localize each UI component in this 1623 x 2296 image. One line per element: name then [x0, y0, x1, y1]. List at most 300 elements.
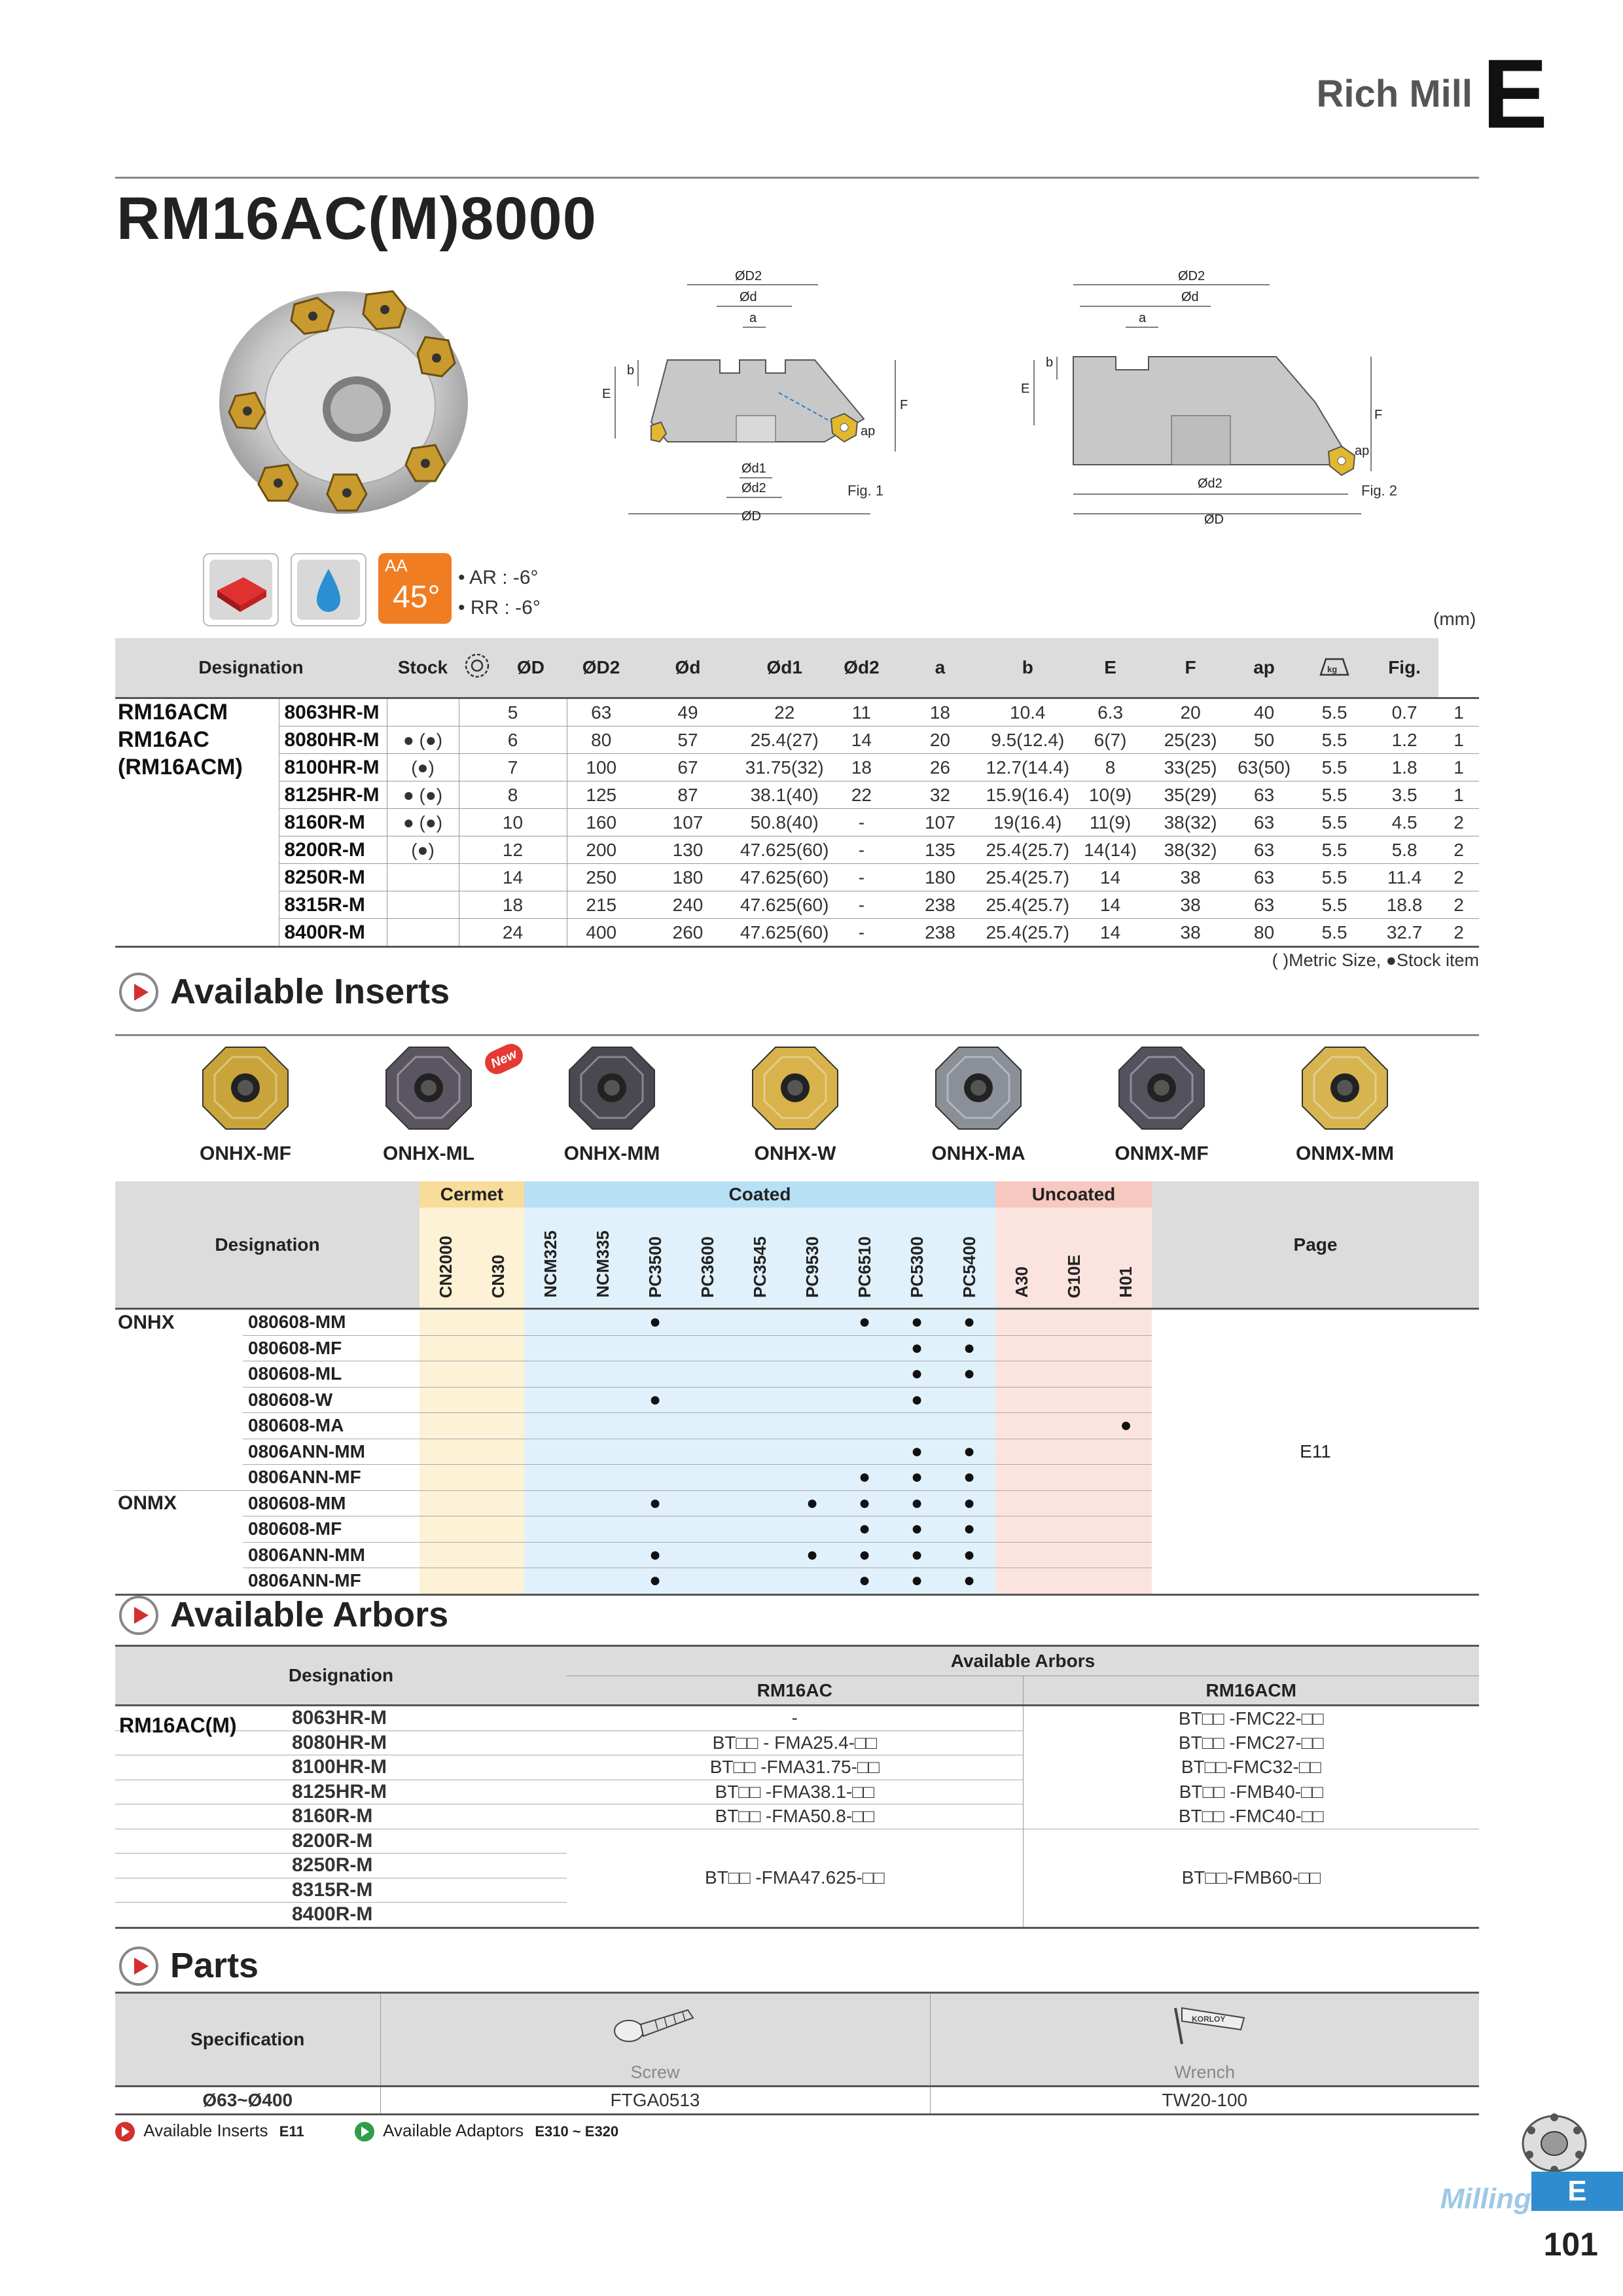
group-cermet: Cermet	[419, 1181, 524, 1208]
arbor-col-group: Available Arbors	[567, 1646, 1479, 1676]
grade-cell	[734, 1542, 786, 1568]
grade-cell	[734, 1361, 786, 1388]
spec-cell-D2: 107	[635, 809, 740, 836]
spec-cell-kg: 3.5	[1370, 781, 1438, 809]
grade-cell	[1048, 1516, 1100, 1543]
spec-cell-d1: 11	[829, 698, 894, 726]
spec-cell-D2: 260	[635, 919, 740, 947]
grade-cell	[419, 1361, 472, 1388]
arbor-table	[115, 1645, 1479, 1929]
grade-pc3500	[629, 1208, 681, 1309]
designation-cell: 8125HR-M	[279, 781, 387, 809]
grade-label: PC3600	[697, 1236, 717, 1298]
grade-cell	[891, 1335, 943, 1361]
grade-cell	[419, 1465, 472, 1491]
wrench-label: Wrench	[930, 2060, 1479, 2086]
spec-cell-d2: 180	[894, 864, 986, 891]
grade-cell	[838, 1465, 891, 1491]
insert-onmx-mm-image	[1296, 1041, 1394, 1132]
grade-cell	[524, 1413, 577, 1439]
spec-table	[115, 638, 1479, 948]
grade-cell	[734, 1309, 786, 1336]
grade-label: G10E	[1063, 1254, 1084, 1298]
grade-a30	[995, 1208, 1048, 1309]
spec-cell-E: 33(25)	[1151, 754, 1230, 781]
available-dot: ●	[806, 1543, 819, 1566]
grade-cell	[419, 1490, 472, 1516]
col-E: E	[1069, 638, 1151, 698]
grade-cell	[734, 1413, 786, 1439]
grade-cell	[838, 1361, 891, 1388]
available-dot: ●	[910, 1518, 923, 1540]
spec-cell-d: 31.75(32)	[740, 754, 829, 781]
grade-cell	[524, 1490, 577, 1516]
grade-cell	[891, 1439, 943, 1465]
svg-text:F: F	[900, 398, 908, 412]
insert-series	[115, 1335, 243, 1361]
grade-cn30	[472, 1208, 524, 1309]
spec-cell-E: 38	[1151, 919, 1230, 947]
grade-cell	[629, 1516, 681, 1543]
spec-cell-a: 25.4(25.7)	[986, 891, 1069, 919]
group-coated: Coated	[524, 1181, 995, 1208]
grade-cell	[1048, 1387, 1100, 1413]
spec-cell-z: 18	[459, 891, 567, 919]
spec-cell-D: 125	[567, 781, 635, 809]
grade-cell	[419, 1542, 472, 1568]
stock-cell	[387, 891, 459, 919]
grade-g10e	[1048, 1208, 1100, 1309]
arrow-circle-icon	[355, 2122, 374, 2142]
insert-designation: 080608-MM	[243, 1490, 419, 1516]
available-dot: ●	[910, 1363, 923, 1385]
stock-cell	[387, 698, 459, 726]
spec-cell-d: 50.8(40)	[740, 809, 829, 836]
grade-label: PC9530	[802, 1236, 822, 1298]
arbor-col-rm16ac: RM16AC	[567, 1676, 1023, 1706]
grade-pc3545	[734, 1208, 786, 1309]
grade-cell	[1048, 1413, 1100, 1439]
spec-cell-F: 63	[1230, 836, 1298, 864]
grade-cell	[943, 1387, 995, 1413]
grade-cell	[891, 1568, 943, 1595]
grade-cell	[995, 1568, 1048, 1595]
grade-pc5400	[943, 1208, 995, 1309]
grade-cell	[838, 1490, 891, 1516]
grade-cell	[891, 1465, 943, 1491]
insert-series	[115, 1361, 243, 1388]
insert-label: ONHX-W	[754, 1143, 836, 1164]
spec-cell-d: 47.625(60)	[740, 836, 829, 864]
grade-cell	[1100, 1490, 1152, 1516]
grade-cell	[838, 1387, 891, 1413]
designation-cell: 8315R-M	[279, 891, 387, 919]
arbor-row	[115, 1706, 1479, 1731]
spec-cell-fig: 1	[1438, 781, 1479, 809]
insert-label: ONHX-ML	[383, 1143, 474, 1164]
spec-cell-d2: 18	[894, 698, 986, 726]
svg-text:b: b	[627, 363, 635, 378]
grade-cell	[681, 1465, 734, 1491]
insert-label: ONHX-MF	[200, 1143, 291, 1164]
spec-legend: ( )Metric Size, ●Stock item	[1272, 950, 1479, 970]
grade-cell	[577, 1465, 629, 1491]
lead-angle: 45°	[393, 580, 440, 615]
series-name: (RM16ACM)	[118, 755, 243, 780]
stock-cell: (●)	[387, 754, 459, 781]
series-name: Rich Mill	[1316, 73, 1472, 115]
fig2-caption: Fig. 2	[1361, 482, 1398, 499]
grade-label: H01	[1116, 1266, 1135, 1298]
arbor-designation: 8080HR-M	[115, 1731, 567, 1755]
svg-text:Ød: Ød	[1181, 290, 1199, 304]
insert-series	[115, 1413, 243, 1439]
available-dot: ●	[910, 1570, 923, 1592]
spec-cell-a: 19(16.4)	[986, 809, 1069, 836]
svg-text:ap: ap	[861, 424, 876, 439]
spec-cell-d: 22	[740, 698, 829, 726]
spec-cell-E: 20	[1151, 698, 1230, 726]
arbor-rm16acm: BT□□ -FMC22-□□	[1178, 1708, 1324, 1729]
grade-cell	[472, 1465, 524, 1491]
screw-label: Screw	[380, 2060, 930, 2086]
spec-cell-D2: 67	[635, 754, 740, 781]
spec-cell-fig: 2	[1438, 919, 1479, 947]
group-uncoated: Uncoated	[995, 1181, 1152, 1208]
col-D2: ØD2	[567, 638, 635, 698]
spec-cell-ap: 5.5	[1298, 864, 1370, 891]
arbor-rm16acm: BT□□ -FMC27-□□	[1178, 1732, 1324, 1753]
spec-cell-b: 6.3	[1069, 698, 1151, 726]
rake-angles	[458, 563, 541, 623]
grade-cell	[524, 1439, 577, 1465]
grade-cell	[419, 1413, 472, 1439]
spec-cell-kg: 1.2	[1370, 726, 1438, 754]
spec-cell-E: 38	[1151, 864, 1230, 891]
insert-series: ONMX	[115, 1490, 243, 1516]
section-arrow-icon	[119, 973, 158, 1012]
spec-cell-kg: 18.8	[1370, 891, 1438, 919]
grade-cell	[995, 1413, 1048, 1439]
spec-cell-d2: 135	[894, 836, 986, 864]
insert-onhx-w-image	[746, 1041, 844, 1132]
grade-cell	[629, 1542, 681, 1568]
available-dot: ●	[963, 1570, 976, 1592]
spec-cell-fig: 1	[1438, 698, 1479, 726]
available-dot: ●	[963, 1518, 976, 1540]
grade-cell	[838, 1542, 891, 1568]
spec-cell-D: 400	[567, 919, 635, 947]
grade-cell	[472, 1516, 524, 1543]
grade-cell	[681, 1413, 734, 1439]
available-dot: ●	[806, 1492, 819, 1514]
spec-cell-F: 80	[1230, 919, 1298, 947]
grade-cell	[891, 1361, 943, 1388]
spec-cell-d1: -	[829, 919, 894, 947]
svg-text:Ød1: Ød1	[741, 461, 766, 476]
footer-section-tab: E	[1531, 2172, 1623, 2211]
spec-cell-E: 38(32)	[1151, 809, 1230, 836]
series-name	[115, 864, 279, 891]
spec-cell-b: 14	[1069, 864, 1151, 891]
spec-row	[115, 809, 1479, 836]
grade-cell	[577, 1309, 629, 1336]
grade-cell	[681, 1516, 734, 1543]
spec-cell-ap: 5.5	[1298, 891, 1370, 919]
grade-cell	[681, 1542, 734, 1568]
available-dot: ●	[910, 1311, 923, 1333]
grade-cell	[419, 1335, 472, 1361]
page-ref[interactable]: E11	[1152, 1309, 1479, 1595]
spec-cell-kg: 11.4	[1370, 864, 1438, 891]
svg-text:F: F	[1374, 408, 1383, 422]
grade-cell	[681, 1439, 734, 1465]
grade-h01	[1100, 1208, 1152, 1309]
grade-cell	[943, 1490, 995, 1516]
grade-pc5300	[891, 1208, 943, 1309]
grade-row	[115, 1309, 1479, 1336]
grade-cell	[891, 1490, 943, 1516]
available-dot: ●	[963, 1363, 976, 1385]
spec-cell-F: 63	[1230, 809, 1298, 836]
spec-cell-z: 10	[459, 809, 567, 836]
spec-cell-ap: 5.5	[1298, 809, 1370, 836]
arbor-row	[115, 1780, 1479, 1804]
spec-cell-F: 63	[1230, 864, 1298, 891]
col-ap: ap	[1230, 638, 1298, 698]
grade-label: PC3500	[645, 1236, 665, 1298]
spec-cell-z: 7	[459, 754, 567, 781]
grade-cell	[838, 1335, 891, 1361]
parts-table	[115, 1992, 1479, 2115]
spec-cell-a: 12.7(14.4)	[986, 754, 1069, 781]
insert-designation: 0806ANN-MF	[243, 1465, 419, 1491]
stock-cell	[387, 864, 459, 891]
spec-cell-d1: 18	[829, 754, 894, 781]
designation-cell: 8160R-M	[279, 809, 387, 836]
grade-cell	[1048, 1439, 1100, 1465]
grade-cell	[891, 1309, 943, 1336]
section-arrow-icon	[119, 1946, 158, 1986]
grade-cell	[629, 1309, 681, 1336]
available-dot: ●	[963, 1543, 976, 1566]
grade-cell	[891, 1413, 943, 1439]
grade-ncm335	[577, 1208, 629, 1309]
spec-cell-d1: -	[829, 891, 894, 919]
spec-cell-kg: 4.5	[1370, 809, 1438, 836]
spec-cell-fig: 2	[1438, 864, 1479, 891]
diagram-fig-1	[589, 262, 916, 537]
col-fig: Fig.	[1370, 638, 1438, 698]
grade-cell	[786, 1568, 838, 1595]
spec-cell-E: 25(23)	[1151, 726, 1230, 754]
arbor-designation: 8100HR-M	[115, 1755, 567, 1780]
grade-cell	[786, 1465, 838, 1491]
grade-cell	[629, 1361, 681, 1388]
section-rule	[115, 1034, 1479, 1036]
spec-cell-z: 6	[459, 726, 567, 754]
grade-cell	[995, 1516, 1048, 1543]
grade-cell	[472, 1542, 524, 1568]
svg-text:a: a	[749, 311, 757, 325]
spec-cell-d: 47.625(60)	[740, 891, 829, 919]
spec-cell-z: 14	[459, 864, 567, 891]
arbors-heading: Available Arbors	[170, 1595, 449, 1634]
unit-label: (mm)	[1433, 609, 1476, 629]
diagram-fig-2	[1008, 262, 1414, 537]
col-d2: Ød2	[829, 638, 894, 698]
grade-cell	[734, 1516, 786, 1543]
grade-cell	[995, 1309, 1048, 1336]
available-dot: ●	[963, 1466, 976, 1488]
grade-cell	[577, 1542, 629, 1568]
spec-cell-b: 6(7)	[1069, 726, 1151, 754]
grade-cell	[734, 1490, 786, 1516]
spec-cell-kg: 5.8	[1370, 836, 1438, 864]
spec-cell-F: 40	[1230, 698, 1298, 726]
spec-cell-b: 10(9)	[1069, 781, 1151, 809]
spec-cell-D: 215	[567, 891, 635, 919]
available-dot: ●	[910, 1336, 923, 1359]
insert-designation: 080608-MF	[243, 1335, 419, 1361]
svg-text:b: b	[1046, 355, 1054, 370]
wrench-brand: KORLOY	[1191, 2015, 1226, 2024]
footer-link-adaptors[interactable]: Available Adaptors	[383, 2121, 524, 2140]
available-dot: ●	[649, 1543, 662, 1566]
grade-cell	[472, 1361, 524, 1388]
screw-icon	[609, 1998, 701, 2051]
available-dot: ●	[858, 1570, 871, 1592]
available-dot: ●	[963, 1492, 976, 1514]
grade-cell	[943, 1465, 995, 1491]
spec-row	[115, 726, 1479, 754]
grade-cell	[524, 1387, 577, 1413]
arbor-col-rm16acm: RM16ACM	[1023, 1676, 1479, 1706]
arbor-rm16ac: BT□□ -FMA38.1-□□	[567, 1780, 1023, 1804]
series-name: RM16AC	[118, 727, 209, 752]
designation-cell: 8063HR-M	[279, 698, 387, 726]
arbor-series: RM16AC(M)	[119, 1713, 237, 1737]
grade-cell	[995, 1335, 1048, 1361]
svg-text:E: E	[602, 387, 611, 401]
spec-cell-kg: 32.7	[1370, 919, 1438, 947]
grade-cell	[1100, 1516, 1152, 1543]
svg-text:ap: ap	[1355, 444, 1370, 458]
grade-label: PC6510	[854, 1236, 874, 1298]
arbor-rm16acm: BT□□-FMC32-□□	[1181, 1757, 1321, 1778]
grade-cell	[419, 1568, 472, 1595]
available-dot: ●	[858, 1311, 871, 1333]
grade-cell	[577, 1516, 629, 1543]
grade-cell	[786, 1309, 838, 1336]
grade-cell	[1048, 1568, 1100, 1595]
grade-cell	[629, 1335, 681, 1361]
spec-row	[115, 698, 1479, 726]
spec-cell-D: 100	[567, 754, 635, 781]
grade-cell	[838, 1568, 891, 1595]
spec-cell-d1: -	[829, 836, 894, 864]
spec-cell-fig: 2	[1438, 809, 1479, 836]
grade-cell	[472, 1387, 524, 1413]
spec-cell-d1: 14	[829, 726, 894, 754]
spec-cell-a: 25.4(25.7)	[986, 919, 1069, 947]
new-badge: New	[481, 1040, 527, 1078]
grade-cell	[995, 1439, 1048, 1465]
available-dot: ●	[858, 1543, 871, 1566]
grade-cell	[681, 1335, 734, 1361]
footer-link-adaptors-page[interactable]: E310 ~ E320	[535, 2123, 619, 2140]
arbor-row	[115, 1804, 1479, 1829]
arbor-row	[115, 1755, 1479, 1780]
spec-cell-ap: 5.5	[1298, 919, 1370, 947]
grade-cell	[943, 1439, 995, 1465]
arbor-designation: 8400R-M	[115, 1903, 567, 1928]
insert-designation: 0806ANN-MF	[243, 1568, 419, 1595]
spec-cell-d: 38.1(40)	[740, 781, 829, 809]
insert-series	[115, 1516, 243, 1543]
grade-label: PC5400	[959, 1236, 979, 1298]
grade-cn2000	[419, 1208, 472, 1309]
grade-cell	[1100, 1439, 1152, 1465]
series-name	[115, 836, 279, 864]
grade-cell	[838, 1516, 891, 1543]
grade-cell	[891, 1516, 943, 1543]
grade-cell	[786, 1516, 838, 1543]
grade-cell	[577, 1361, 629, 1388]
grade-cell	[734, 1465, 786, 1491]
grade-cell	[577, 1413, 629, 1439]
grade-cell	[419, 1387, 472, 1413]
spec-cell-F: 63	[1230, 781, 1298, 809]
insert-designation: 080608-MM	[243, 1309, 419, 1336]
arbor-rm16ac-merged: BT□□ -FMA47.625-□□	[567, 1829, 1023, 1928]
spec-cell-d2: 26	[894, 754, 986, 781]
col-d: Ød	[635, 638, 740, 698]
insert-onhx-mf-image	[196, 1041, 294, 1132]
insert-designation: 080608-MF	[243, 1516, 419, 1543]
axial-rake: • AR : -6°	[458, 567, 539, 588]
grade-cell	[577, 1439, 629, 1465]
grade-cell	[995, 1387, 1048, 1413]
footer-link-inserts[interactable]: Available Inserts	[143, 2121, 268, 2140]
spec-cell-D2: 130	[635, 836, 740, 864]
footer-link-inserts-page[interactable]: E11	[279, 2123, 304, 2140]
spec-cell-d: 47.625(60)	[740, 864, 829, 891]
grade-cell	[1048, 1309, 1100, 1336]
spec-cell-b: 14	[1069, 919, 1151, 947]
grade-cell	[472, 1309, 524, 1336]
svg-text:a: a	[1139, 311, 1147, 325]
grade-cell	[524, 1335, 577, 1361]
radial-rake: • RR : -6°	[458, 597, 541, 619]
stock-cell: ● (●)	[387, 809, 459, 836]
spec-cell-z: 5	[459, 698, 567, 726]
col-a: a	[894, 638, 986, 698]
spec-cell-d2: 32	[894, 781, 986, 809]
grade-cell	[524, 1361, 577, 1388]
cutter-product-image	[209, 278, 484, 527]
header-rule	[115, 177, 1479, 179]
spec-cell-z: 12	[459, 836, 567, 864]
spec-cell-D2: 240	[635, 891, 740, 919]
spec-cell-ap: 5.5	[1298, 754, 1370, 781]
grade-cell	[577, 1335, 629, 1361]
grade-pc3600	[681, 1208, 734, 1309]
col-D: ØD	[495, 638, 567, 698]
grade-cell	[524, 1568, 577, 1595]
wrench-icon	[1156, 1998, 1254, 2051]
spec-row	[115, 754, 1479, 781]
